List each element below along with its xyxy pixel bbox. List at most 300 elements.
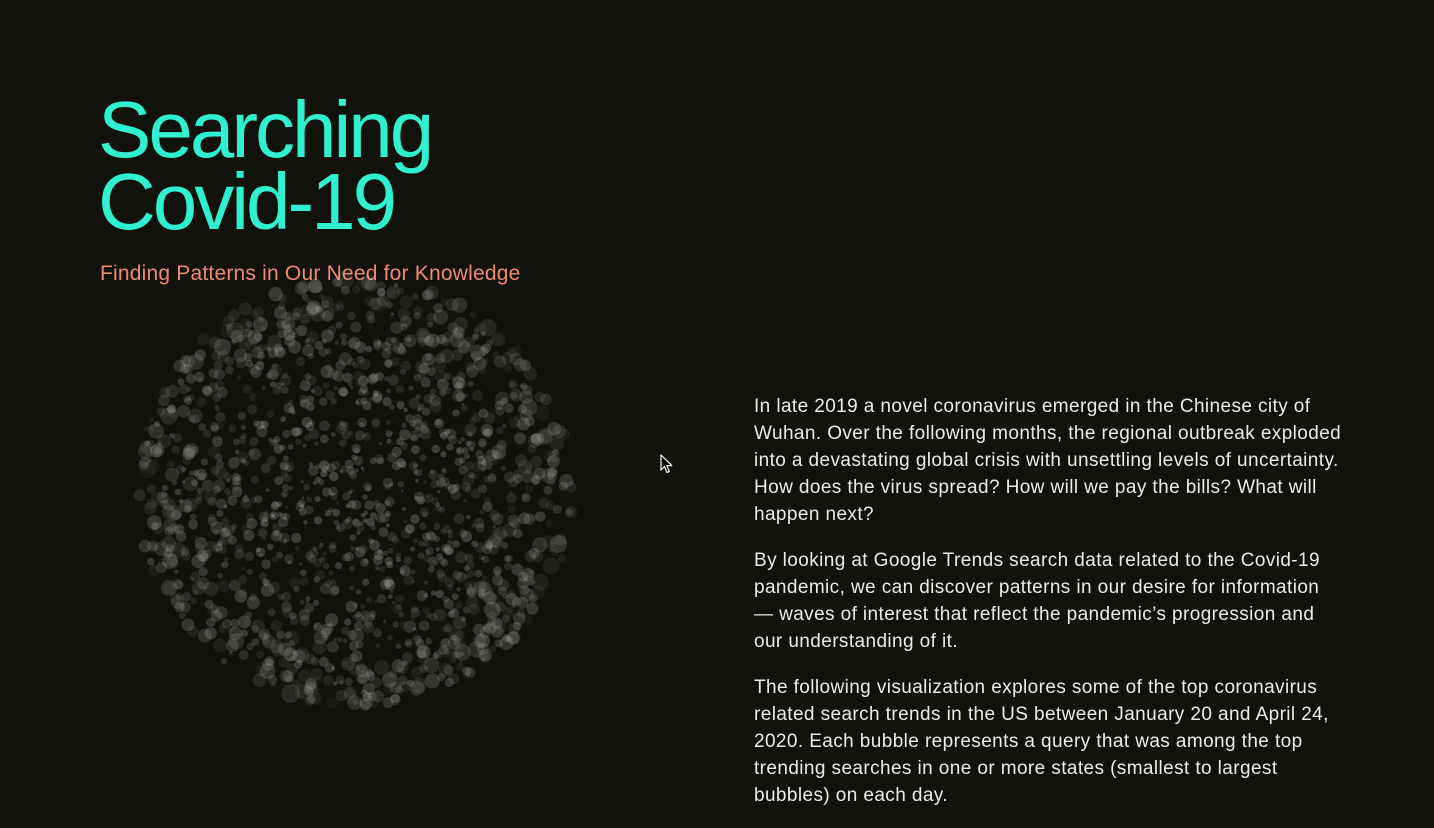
bubble: [464, 453, 470, 459]
bubble: [231, 339, 236, 344]
bubble: [205, 627, 217, 639]
bubble: [333, 386, 338, 391]
bubble: [238, 412, 246, 420]
bubble: [466, 365, 478, 377]
bubble: [170, 433, 175, 438]
bubble: [448, 435, 457, 444]
bubble: [465, 553, 474, 562]
mouse-pointer-icon: [660, 454, 674, 474]
bubble: [408, 398, 419, 409]
bubble: [410, 615, 415, 620]
bubble: [395, 686, 403, 694]
bubble: [341, 430, 351, 440]
bubble: [509, 491, 513, 495]
bubble: [518, 460, 532, 474]
bubble: [472, 333, 479, 340]
bubble: [194, 372, 205, 383]
bubble: [302, 497, 305, 500]
bubble: [379, 566, 385, 572]
bubble: [229, 651, 233, 655]
bubble: [339, 439, 347, 447]
bubble: [492, 332, 506, 346]
bubble: [211, 466, 220, 475]
bubble: [134, 489, 146, 501]
bubble: [388, 548, 394, 554]
bubble: [373, 628, 382, 637]
bubble: [495, 407, 504, 416]
bubble: [429, 400, 441, 412]
bubble: [249, 393, 257, 401]
bubble: [471, 489, 481, 499]
bubble: [327, 697, 338, 708]
bubble: [472, 390, 483, 401]
bubble: [357, 356, 365, 364]
bubble: [216, 538, 226, 548]
bubble: [409, 461, 419, 471]
bubble: [385, 360, 393, 368]
bubble: [322, 487, 332, 497]
bubble: [256, 426, 267, 437]
bubble: [334, 520, 339, 525]
bubble: [221, 658, 228, 665]
bubble: [212, 436, 223, 447]
bubble: [249, 448, 261, 460]
bubble: [264, 511, 269, 516]
bubble: [417, 496, 425, 504]
bubble: [355, 431, 365, 441]
bubble: [329, 586, 340, 597]
bubble: [531, 585, 545, 599]
bubble: [151, 522, 159, 530]
bubble: [344, 619, 351, 626]
bubble: [224, 504, 228, 508]
bubble: [426, 638, 433, 645]
bubble: [455, 458, 463, 466]
bubble: [355, 547, 359, 551]
bubble: [147, 558, 154, 565]
bubble: [345, 460, 354, 469]
bubble: [412, 419, 423, 430]
bubble: [373, 500, 379, 506]
bubble: [508, 623, 520, 635]
bubble: [256, 651, 264, 659]
bubble: [411, 570, 416, 575]
bubble: [301, 480, 304, 483]
bubble: [366, 311, 375, 320]
bubble: [371, 525, 376, 530]
bubble: [167, 460, 174, 467]
bubble: [419, 664, 428, 673]
bubble: [414, 312, 421, 319]
bubble: [398, 346, 407, 355]
bubble: [459, 465, 469, 475]
bubble: [375, 518, 378, 521]
bubble: [538, 498, 549, 509]
bubble: [237, 376, 242, 381]
bubble: [443, 596, 450, 603]
bubble: [284, 554, 294, 564]
bubble: [315, 441, 319, 445]
bubble: [407, 680, 414, 687]
bubble: [452, 540, 459, 547]
bubble: [321, 295, 334, 308]
bubble: [478, 438, 487, 447]
bubble: [436, 478, 445, 487]
bubble: [543, 558, 560, 575]
bubble: [260, 326, 265, 331]
bubble: [268, 609, 276, 617]
bubble: [396, 557, 401, 562]
bubble: [277, 593, 284, 600]
bubble: [373, 690, 385, 702]
bubble: [540, 393, 552, 405]
bubble: [455, 601, 462, 608]
bubble: [228, 633, 244, 649]
bubble: [472, 412, 482, 422]
bubble: [239, 303, 252, 316]
bubble: [435, 353, 445, 363]
bubble: [329, 542, 336, 549]
bubble: [376, 340, 381, 345]
bubble: [514, 432, 526, 444]
bubble: [549, 468, 557, 476]
bubble: [331, 432, 336, 437]
bubble: [250, 366, 261, 377]
bubble: [358, 375, 369, 386]
intro-paragraph-3: The following visualization explores some of the top coronavirus related search trends in the US between January 20 and April 24, 2020. Each bubble represents a query that was among the top trending searches in one or more states (smallest to largest bubbles) on each day.: [754, 677, 1329, 806]
bubble: [355, 611, 361, 617]
bubble: [247, 569, 253, 575]
bubble: [430, 389, 437, 396]
bubble: [382, 342, 391, 351]
bubble: [262, 659, 274, 671]
bubble: [468, 381, 474, 387]
bubble: [417, 407, 422, 412]
bubble: [359, 699, 371, 711]
bubble: [444, 623, 453, 632]
bubble: [217, 573, 223, 579]
bubble: [504, 562, 512, 570]
bubble: [399, 612, 405, 618]
bubble: [278, 517, 288, 527]
bubble: [448, 484, 458, 494]
bubble: [298, 670, 312, 684]
bubble: [239, 436, 247, 444]
bubble: [410, 547, 415, 552]
bubble: [179, 384, 189, 394]
bubble: [243, 530, 254, 541]
bubble: [344, 519, 349, 524]
bubble: [280, 374, 292, 386]
bubble: [487, 617, 496, 626]
bubble: [239, 575, 248, 584]
bubble: [209, 368, 219, 378]
bubble: [149, 417, 154, 422]
bubble: [386, 561, 393, 568]
bubble: [329, 472, 338, 481]
bubble: [525, 485, 534, 494]
bubble: [237, 335, 244, 342]
bubble: [319, 557, 325, 563]
bubble: [357, 418, 367, 428]
bubble: [506, 607, 513, 614]
bubble: [343, 638, 348, 643]
bubble: [436, 569, 445, 578]
bubble: [192, 581, 206, 595]
bubble: [306, 496, 312, 502]
bubble: [330, 579, 336, 585]
bubble: [413, 538, 418, 543]
bubble: [306, 425, 309, 428]
bubble: [346, 504, 350, 508]
bubble: [460, 437, 465, 442]
bubble: [443, 665, 453, 675]
bubble: [188, 415, 195, 422]
bubble: [405, 523, 415, 533]
bubble: [269, 582, 280, 593]
bubble: [295, 502, 304, 511]
bubble: [435, 370, 447, 382]
bubble: [377, 594, 386, 603]
bubble: [412, 293, 419, 300]
bubble: [461, 405, 468, 412]
bubble: [157, 491, 169, 503]
bubble: [329, 571, 334, 576]
bubble: [284, 461, 294, 471]
bubble: [358, 674, 368, 684]
bubble: [144, 502, 157, 515]
bubble: [526, 603, 538, 615]
bubble: [501, 466, 506, 471]
bubble: [482, 576, 488, 582]
bubble: [502, 542, 509, 549]
bubble: [456, 572, 467, 583]
bubble: [448, 529, 453, 534]
bubble: [477, 643, 489, 655]
bubble: [353, 456, 363, 466]
bubble: [209, 337, 221, 349]
bubble: [207, 606, 217, 616]
bubble: [295, 439, 302, 446]
bubble: [361, 275, 376, 290]
bubble: [353, 603, 358, 608]
bubble: [401, 490, 404, 493]
intro-paragraph-1: In late 2019 a novel coronavirus emerged in the Chinese city of Wuhan. Over the following months, the regional outbreak exploded into a devastating global crisis with unsettling levels of uncertainty. How does the virus spread? How will we pay the bills? What will happen next?: [754, 396, 1342, 525]
bubble: [401, 423, 406, 428]
bubble: [299, 609, 310, 620]
bubble: [436, 553, 443, 560]
bubble: [344, 552, 354, 562]
bubble: [444, 547, 447, 550]
bubble: [343, 661, 349, 667]
page-title-line-1: Searching: [98, 85, 432, 174]
bubble: [418, 330, 429, 341]
bubble: [357, 523, 365, 531]
bubble: [272, 363, 279, 370]
bubble: [400, 295, 413, 308]
bubble: [139, 540, 152, 553]
bubble: [190, 598, 197, 605]
bubble: [241, 329, 245, 333]
bubble: [282, 430, 290, 438]
bubble: [349, 566, 354, 571]
bubble: [361, 397, 368, 404]
bubble: [248, 404, 258, 414]
bubble: [299, 399, 306, 406]
bubble: [310, 466, 313, 469]
bubble: [334, 340, 339, 345]
bubble: [253, 420, 259, 426]
bubble: [489, 510, 499, 520]
bubble: [207, 497, 216, 506]
bubble: [139, 462, 155, 478]
bubble: [288, 400, 294, 406]
bubble: [257, 352, 265, 360]
bubble: [463, 474, 475, 486]
bubble-cloud-graphic: [100, 260, 620, 720]
bubble: [464, 424, 476, 436]
bubble: [335, 562, 342, 569]
bubble: [276, 630, 285, 639]
bubble: [158, 395, 169, 406]
bubble: [283, 473, 292, 482]
bubble: [251, 476, 259, 484]
bubble: [249, 437, 258, 446]
bubble: [565, 481, 576, 492]
bubble: [272, 556, 279, 563]
bubble: [347, 630, 357, 640]
bubble: [464, 393, 468, 397]
bubble: [320, 365, 333, 378]
bubble: [545, 520, 553, 528]
bubble: [294, 546, 299, 551]
bubble: [542, 535, 556, 549]
bubble: [267, 544, 273, 550]
bubble: [339, 352, 352, 365]
bubble: [521, 614, 532, 625]
bubble: [519, 384, 523, 388]
bubble: [349, 471, 357, 479]
bubble: [467, 515, 471, 519]
bubble: [447, 611, 454, 618]
bubble: [439, 429, 447, 437]
bubble: [161, 580, 177, 596]
bubble: [404, 520, 407, 523]
bubble: [208, 446, 220, 458]
bubble: [237, 588, 247, 598]
bubble: [386, 439, 391, 444]
bubble: [252, 364, 256, 368]
bubble: [435, 503, 440, 508]
bubble: [305, 596, 310, 601]
bubble: [339, 388, 348, 397]
bubble: [424, 581, 428, 585]
bubble: [508, 380, 518, 390]
bubble: [179, 612, 186, 619]
bubble: [222, 619, 232, 629]
bubble: [461, 652, 465, 656]
bubble: [323, 563, 329, 569]
bubble: [355, 400, 359, 404]
bubble: [218, 580, 230, 592]
bubble: [351, 651, 362, 662]
bubble: [296, 325, 307, 336]
page-title: [98, 85, 432, 246]
bubble: [376, 293, 391, 308]
bubble: [392, 601, 396, 605]
bubble: [366, 597, 372, 603]
bubble: [211, 351, 221, 361]
bubble: [272, 439, 278, 445]
bubble: [493, 449, 503, 459]
bubble: [438, 645, 448, 655]
bubble: [246, 343, 250, 347]
bubble: [337, 526, 340, 529]
bubble: [479, 510, 484, 515]
bubble: [148, 459, 152, 463]
bubble: [225, 366, 234, 375]
bubble: [432, 560, 436, 564]
bubble: [391, 337, 397, 343]
bubble: [374, 550, 384, 560]
bubble: [386, 524, 390, 528]
bubble: [197, 487, 204, 494]
bubble: [337, 637, 343, 643]
bubble: [552, 449, 559, 456]
bubble: [490, 646, 496, 652]
bubble: [341, 286, 350, 295]
bubble: [267, 456, 276, 465]
bubble: [416, 643, 421, 648]
bubble: [475, 450, 483, 458]
bubble: [292, 679, 301, 688]
bubble: [258, 317, 264, 323]
bubble: [288, 407, 294, 413]
bubble: [502, 424, 506, 428]
bubble: [261, 559, 271, 569]
bubble: [215, 380, 225, 390]
bubble: [245, 552, 254, 561]
bubble: [242, 567, 246, 571]
bubble: [263, 633, 269, 639]
bubble: [280, 445, 286, 451]
bubble: [464, 566, 470, 572]
bubble: [504, 555, 511, 562]
bubble: [289, 486, 293, 490]
bubble: [164, 548, 173, 557]
bubble: [425, 354, 432, 361]
bubble: [190, 513, 196, 519]
bubble: [469, 447, 474, 452]
bubble: [303, 520, 308, 525]
bubble: [289, 577, 301, 589]
bubble: [361, 467, 364, 470]
bubble: [415, 469, 422, 476]
bubble: [396, 438, 404, 446]
bubble: [379, 527, 389, 537]
bubble: [268, 438, 273, 443]
bubble: [288, 444, 293, 449]
bubble: [268, 675, 277, 684]
bubble: [404, 557, 412, 565]
bubble: [415, 479, 419, 483]
bubble: [543, 486, 552, 495]
bubble: [295, 282, 308, 295]
bubble: [171, 595, 185, 609]
bubble: [452, 409, 460, 417]
bubble: [370, 457, 377, 464]
bubble: [202, 480, 214, 492]
